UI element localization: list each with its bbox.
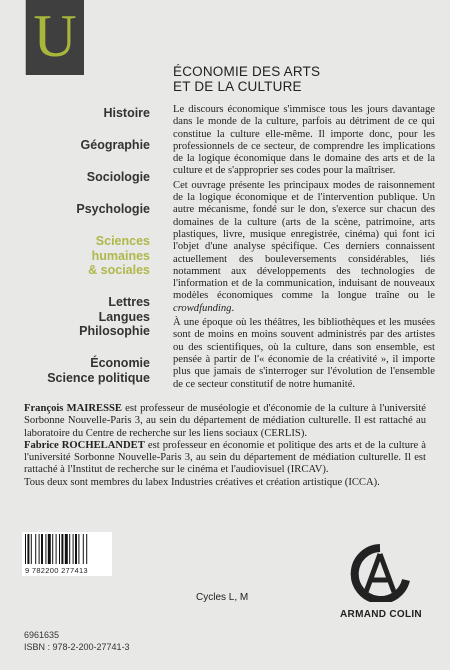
discipline-item	[0, 170, 150, 185]
author-bios	[24, 403, 426, 489]
description-text	[173, 104, 435, 393]
paragraph-text: .	[231, 302, 235, 314]
barcode-number: 9 782200 277413	[25, 566, 88, 575]
discipline-line: & sociales	[88, 263, 150, 277]
discipline-line: Géographie	[80, 138, 150, 152]
discipline-line: Langues	[98, 309, 150, 324]
discipline-line: Sociologie	[86, 170, 150, 184]
discipline-item	[0, 202, 150, 217]
paragraph-text: Cet ouvrage présente les principaux modes de raisonnement de la logique économique et de l'intervention publique. Un autre mécanisme, fondé sur le don, s'exerce sur chacun des domaines de la culture (arts de la scène, patrimoine, arts plastiques, livre, musique enregistrée, cinéma) qui font ici l'objet d'une analyse spécifique. Ces derniers connaissent actuellement des bouleversements considérables, liés notamment aux développements des technologies de l'information et de la communication, induisant de nouveaux modèles économiques comme la longue traîne ou le	[173, 179, 435, 302]
author-text: est professeur de muséologie et d'économie de la culture à l'université Sorbonne Nouvelle-Paris 3, au sein du département de médiation culturelle. Il est rattaché au laboratoire du Centre de recherche sur les liens sociaux (CERLIS).	[24, 403, 427, 439]
labex-note: Tous deux sont membres du labex Industries créatives et création artistique (ICCA).	[24, 476, 380, 488]
discipline-item	[0, 138, 150, 153]
discipline-line: Économie	[90, 356, 150, 370]
discipline-line: Science politique	[47, 370, 150, 385]
publisher-name: ARMAND COLIN	[340, 609, 422, 620]
discipline-line: Sciences	[95, 234, 150, 248]
description-paragraph-2	[173, 180, 435, 315]
barcode-bars-icon	[22, 534, 112, 568]
cycles-label: Cycles L, M	[196, 592, 249, 603]
series-logo	[25, 0, 84, 75]
discipline-item	[0, 295, 150, 339]
discipline-item	[0, 106, 150, 121]
product-code: 6961635	[24, 630, 60, 640]
author-name: François MAIRESSE	[24, 403, 122, 414]
discipline-line: humaines	[91, 248, 150, 263]
discipline-item	[0, 356, 150, 385]
discipline-line: Psychologie	[76, 202, 150, 216]
author-text: est professeur en économie et politique des arts et de la culture à l'université Sorbonne Nouvelle-Paris 3, au sein du département de médiation culturelle. Il est rattaché à l'Institut de recherche sur le cinéma et l'audiovisuel (IRCAV).	[24, 439, 426, 476]
book-title-line-2: ET DE LA CULTURE	[173, 79, 302, 94]
series-logo-letter: U	[33, 3, 77, 69]
discipline-line: Histoire	[103, 106, 150, 120]
armand-colin-logo-icon	[340, 540, 420, 602]
author-bio-1	[24, 403, 426, 440]
barcode	[22, 532, 112, 576]
book-title	[173, 64, 433, 94]
discipline-line: Lettres	[108, 295, 150, 309]
description-paragraph-3: À une époque où les théâtres, les bibliothèques et les musées sont de moins en moins souvent administrés par des artistes ou des scientifiques, où la culture, dans son ensemble, est pensée à partir de l'« économie de la créativité », il importe plus que jamais de s'interroger sur l'évolution de l'ensemble de ce secteur constitutif de notre humanité.	[173, 317, 435, 390]
discipline-item-highlighted	[0, 234, 150, 278]
author-name: Fabrice ROCHELANDET	[24, 439, 145, 451]
discipline-line: Philosophie	[79, 324, 150, 338]
paragraph-italic: crowdfunding	[173, 302, 232, 314]
description-paragraph-1: Le discours économique s'immisce tous les jours davantage dans le monde de la culture, parfois au détriment de ce qui constitue la culture elle-même. Il importe donc, pour les professionnels de ce secteur, de comprendre les implications de la logique économique dans le domaine des arts et de la culture et de s'approprier ses codes pour la maîtriser.	[173, 104, 435, 177]
discipline-list	[0, 106, 150, 403]
book-title-line-1: ÉCONOMIE DES ARTS	[173, 64, 321, 79]
author-bio-2	[24, 440, 426, 477]
isbn: ISBN : 978-2-200-27741-3	[24, 642, 130, 652]
